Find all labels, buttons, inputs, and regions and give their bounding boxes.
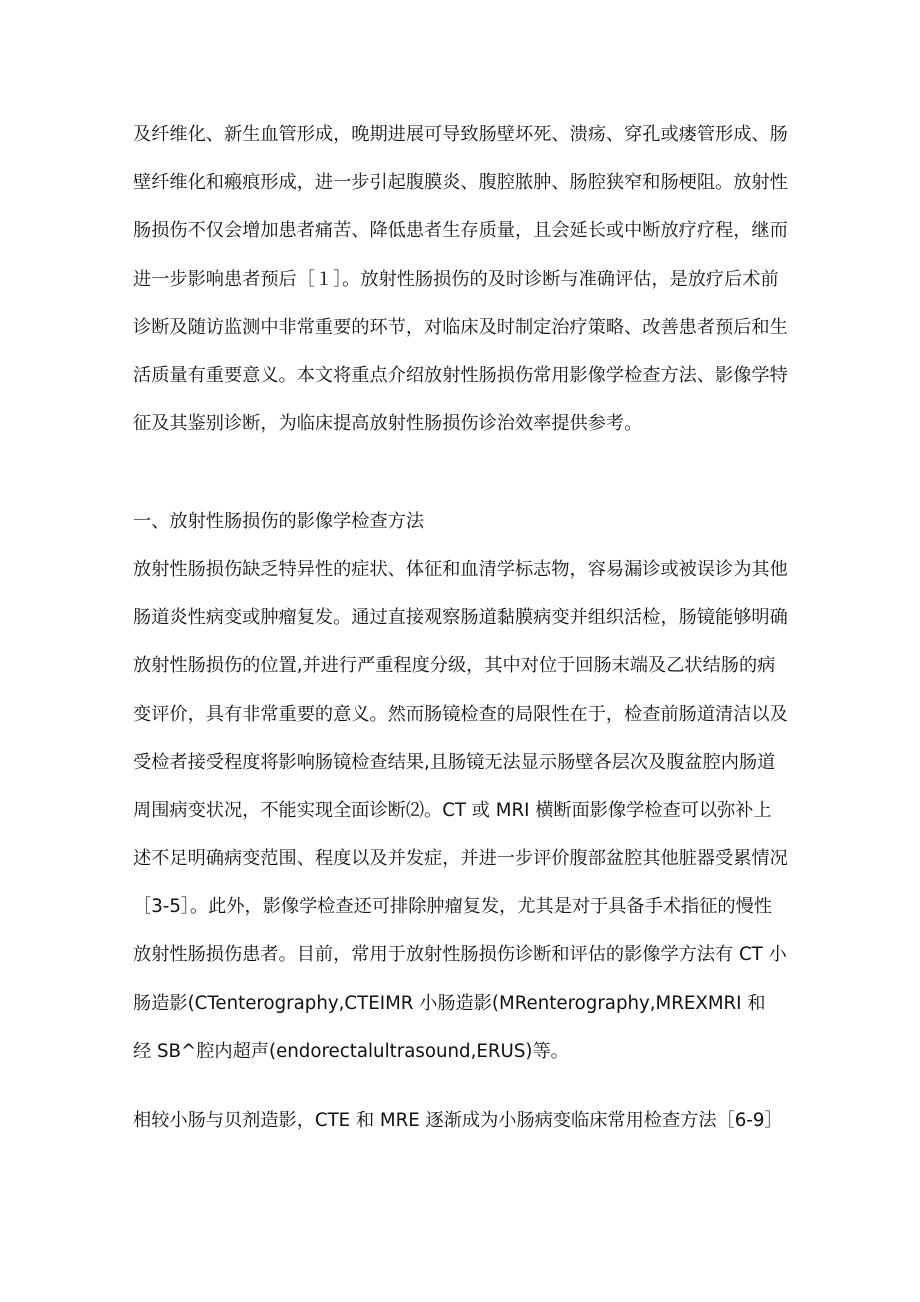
section-paragraph-line-11: 经 SB^腔内超声(endorectalultrasound,ERUS)等。 bbox=[133, 1041, 569, 1062]
section-paragraph-line-2: 肠道炎性病变或肿瘤复发。通过直接观察肠道黏膜病变并组织活检，肠镜能够明确 bbox=[133, 607, 788, 628]
section-paragraph-line-3: 放射性肠损伤的位置,并进行严重程度分级，其中对位于回肠末端及乙状结肠的病 bbox=[133, 655, 776, 676]
section-paragraph-line-8: ［3-5］。此外，影像学检查还可排除肿瘤复发，尤其是对于具备手术指征的慢性 bbox=[133, 896, 772, 917]
paragraph-1-line-2: 壁纤维化和瘢痕形成，进一步引起腹膜炎、腹腔脓肿、肠腔狭窄和肠梗阻。放射性 bbox=[133, 172, 788, 193]
section-paragraph-line-10: 肠造影(CTenterography,CTEIMR 小肠造影(MRenterography,MREXMRI 和 bbox=[133, 993, 766, 1014]
paragraph-1-line-3: 肠损伤不仅会增加患者痛苦、降低患者生存质量，且会延长或中断放疗疗程，继而 bbox=[133, 220, 788, 241]
paragraph-1-line-4: 进一步影响患者预后［１］。放射性肠损伤的及时诊断与准确评估，是放疗后术前 bbox=[133, 269, 779, 290]
paragraph-1-line-7: 征及其鉴别诊断，为临床提高放射性肠损伤诊治效率提供参考。 bbox=[133, 413, 643, 434]
section-paragraph-line-6: 周围病变状况，不能实现全面诊断⑵。CT 或 MRI 横断面影像学检查可以弥补上 bbox=[133, 800, 772, 821]
last-paragraph-line-1: 相较小肠与贝剂造影，CTE 和 MRE 逐渐成为小肠病变临床常用检查方法［6-9］ bbox=[133, 1110, 783, 1131]
section-paragraph-line-7: 述不足明确病变范围、程度以及并发症，并进一步评价腹部盆腔其他脏器受累情况 bbox=[133, 848, 788, 869]
section-paragraph-line-9: 放射性肠损伤患者。目前，常用于放射性肠损伤诊断和评估的影像学方法有 CT 小 bbox=[133, 944, 787, 965]
section-paragraph-line-5: 受检者接受程度将影响肠镜检查结果,且肠镜无法显示肠壁各层次及腹盆腔内肠道 bbox=[133, 752, 776, 773]
paragraph-1-line-1: 及纤维化、新生血管形成，晚期进展可导致肠壁坏死、溃疡、穿孔或瘘管形成、肠 bbox=[133, 124, 788, 145]
section-heading: 一、放射性肠损伤的影像学检查方法 bbox=[133, 511, 425, 532]
section-paragraph-line-1: 放射性肠损伤缺乏特异性的症状、体征和血清学标志物，容易漏诊或被误诊为其他 bbox=[133, 559, 788, 580]
section-paragraph-line-4: 变评价，具有非常重要的意义。然而肠镜检查的局限性在于，检查前肠道清洁以及 bbox=[133, 704, 788, 725]
paragraph-1-line-5: 诊断及随访监测中非常重要的环节，对临床及时制定治疗策略、改善患者预后和生 bbox=[133, 317, 788, 338]
paragraph-1-line-6: 活质量有重要意义。本文将重点介绍放射性肠损伤常用影像学检查方法、影像学特 bbox=[133, 365, 788, 386]
